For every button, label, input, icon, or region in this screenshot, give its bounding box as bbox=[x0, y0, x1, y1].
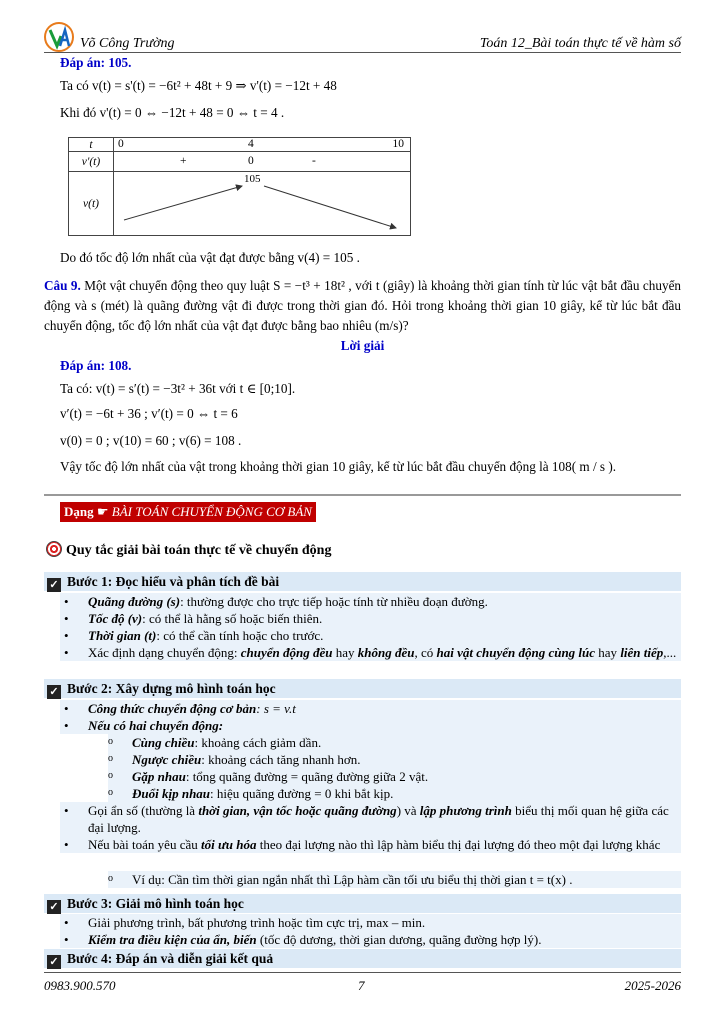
step1-bullet2: • Tốc độ (v): có thể là hằng số hoặc biến thiên. bbox=[60, 610, 681, 627]
step1-b2-term: Tốc độ (v) bbox=[88, 611, 143, 626]
logo-icon bbox=[44, 22, 74, 52]
step2-b1-term: Công thức chuyển động cơ bản bbox=[88, 701, 257, 716]
step1-b1-text: : thường được cho trực tiếp hoặc tính từ nhiều đoạn đường. bbox=[180, 594, 488, 609]
step2-header bbox=[44, 679, 681, 698]
step1-b4-t3: hai vật chuyển động cùng lúc bbox=[436, 645, 596, 660]
section-divider bbox=[44, 494, 681, 496]
step2-b3-c: biểu thị mối quan hệ giữa các đại lượng. bbox=[88, 803, 669, 835]
step1-b4-t4: liên tiếp bbox=[620, 645, 664, 660]
step2-s1-text: : khoảng cách giảm dần. bbox=[194, 735, 322, 750]
step2-b4-t1: tối ưu hóa bbox=[200, 837, 257, 852]
step1-b4-t1: chuyển động đều bbox=[240, 645, 333, 660]
step3-bullet2: • Kiểm tra điều kiện của ẩn, biến (tốc độ dương, thời gian dương, quãng đường hợp lý). bbox=[60, 931, 681, 948]
table-peak: 105 bbox=[244, 173, 261, 185]
step1-b4-e: ,... bbox=[663, 645, 677, 660]
header-divider bbox=[44, 52, 681, 53]
step3-b1-text: Giải phương trình, bất phương trình hoặc tìm cực trị, max – min. bbox=[88, 915, 426, 930]
step2-bullet2: • Nếu có hai chuyển động: bbox=[60, 717, 681, 734]
step3-b2-text: (tốc độ dương, thời gian dương, quãng đường hợp lý). bbox=[256, 932, 542, 947]
step1-bullet1: • Quãng đường (s): thường được cho trực tiếp hoặc tính từ nhiều đoạn đường. bbox=[60, 593, 681, 610]
decrease-arrow bbox=[264, 186, 396, 228]
step4-title: Bước 4: Đáp án và diễn giải kết quả bbox=[67, 951, 274, 966]
increase-arrow bbox=[124, 186, 242, 220]
step2-s4-term: Đuổi kịp nhau bbox=[132, 786, 211, 801]
step4-header bbox=[44, 949, 681, 968]
section-prefix: Dạng bbox=[64, 504, 94, 519]
step1-title: Bước 1: Đọc hiểu và phân tích đề bài bbox=[67, 574, 280, 589]
step2-bullet4: • Nếu bài toán yêu cầu tối ưu hóa theo đại lượng nào thì lập hàm biểu thị đại lượng đó theo một đại lượng khác bbox=[60, 836, 681, 853]
target-icon bbox=[46, 541, 62, 557]
q9-answer-label: Đáp án: 108. bbox=[60, 358, 132, 373]
step1-b4-d: hay bbox=[595, 645, 621, 660]
rules-title bbox=[46, 541, 331, 559]
step2-title: Bước 2: Xây dựng mô hình toán học bbox=[67, 681, 276, 696]
step2-b3-a: Gọi ẩn số (thường là bbox=[88, 803, 199, 818]
table-minus: - bbox=[312, 155, 316, 167]
q9-question bbox=[44, 276, 681, 336]
step1-b4-t2: không đều bbox=[357, 645, 415, 660]
checkbox-icon: ✓ bbox=[47, 578, 61, 592]
q8-answer-label: Đáp án: 105. bbox=[60, 55, 132, 70]
footer-divider bbox=[44, 972, 681, 973]
q9-conclusion: Vậy tốc độ lớn nhất của vật trong khoảng thời gian 10 giây, kể từ lúc bắt đầu chuyển động là 108( m / s ). bbox=[60, 459, 617, 474]
table-zero: 0 bbox=[248, 155, 254, 167]
step2-b3-t1: thời gian, vận tốc hoặc quãng đường bbox=[198, 803, 397, 818]
step1-bullet4: • Xác định dạng chuyển động: chuyển động đều hay không đều, có hai vật chuyển động cùng lúc hay liên tiếp,... bbox=[60, 644, 681, 661]
header-author: Võ Công Trường bbox=[80, 36, 175, 51]
q9-line3: v(0) = 0 ; v(10) = 60 ; v(6) = 108 . bbox=[60, 433, 242, 448]
step2-s2-text: : khoảng cách tăng nhanh hơn. bbox=[201, 752, 361, 767]
q9-line2: v′(t) = −6t + 36 ; v′(t) = 0 ⇔ t = 6 bbox=[60, 406, 238, 421]
q8-line1: Ta có v(t) = s'(t) = −6t² + 48t + 9 ⇒ v'(t) = −12t + 48 bbox=[60, 78, 337, 93]
step1-b3-text: : có thể cần tính hoặc cho trước. bbox=[156, 628, 324, 643]
q9-solution-title: Lời giải bbox=[340, 338, 385, 353]
step2-s5-text: Ví dụ: Cần tìm thời gian ngắn nhất thì Lập hàm cần tối ưu biểu thị thời gian t = t(x) . bbox=[132, 872, 573, 887]
footer-year: 2025-2026 bbox=[624, 978, 681, 993]
step2-sub2: o Ngược chiều: khoảng cách tăng nhanh hơn. bbox=[108, 751, 681, 768]
step2-s1-term: Cùng chiều bbox=[132, 735, 195, 750]
step1-header bbox=[44, 572, 681, 591]
step1-b4-c: , có bbox=[414, 645, 437, 660]
step2-sub5: o Ví dụ: Cần tìm thời gian ngắn nhất thì Lập hàm cần tối ưu biểu thị thời gian t = t(x) . bbox=[108, 871, 681, 888]
step2-bullet3: • Gọi ẩn số (thường là thời gian, vận tốc hoặc quãng đường) và lập phương trình biểu thị mối quan hệ giữa các đại lượng. bbox=[60, 802, 681, 836]
rules-title-text: Quy tắc giải bài toán thực tế về chuyển động bbox=[66, 543, 332, 558]
table-dv-label: v'(t) bbox=[69, 152, 114, 172]
step3-b2-term: Kiểm tra điều kiện của ẩn, biến bbox=[88, 932, 257, 947]
step2-b4-b: theo đại lượng nào thì lập hàm biểu thị đại lượng đó theo một đại lượng khác bbox=[256, 837, 661, 852]
q9-line1: Ta có: v(t) = s′(t) = −3t² + 36t với t ∈ [0;10]. bbox=[60, 381, 296, 396]
q8-conclusion: Do đó tốc độ lớn nhất của vật đạt được bằng v(4) = 105 . bbox=[60, 250, 360, 265]
step2-s4-text: : hiệu quãng đường = 0 khi bắt kịp. bbox=[210, 786, 394, 801]
footer-page-number: 7 bbox=[358, 978, 365, 993]
hand-pointer-icon: ☛ bbox=[96, 504, 109, 519]
step2-s2-term: Ngược chiều bbox=[132, 752, 202, 767]
step2-sub4: o Đuổi kịp nhau: hiệu quãng đường = 0 khi bắt kịp. bbox=[108, 785, 681, 802]
step1-b4-b: hay bbox=[332, 645, 358, 660]
q9-label: Câu 9. bbox=[44, 278, 81, 293]
checkbox-icon: ✓ bbox=[47, 685, 61, 699]
step1-b3-term: Thời gian (t) bbox=[88, 628, 157, 643]
variation-table bbox=[68, 137, 411, 236]
step2-b2-term: Nếu có hai chuyển động: bbox=[88, 718, 224, 733]
table-plus: + bbox=[180, 155, 187, 167]
step1-bullet3: • Thời gian (t): có thể cần tính hoặc cho trước. bbox=[60, 627, 681, 644]
section-heading bbox=[60, 502, 316, 522]
step2-b3-t2: lập phương trình bbox=[419, 803, 512, 818]
step3-header bbox=[44, 894, 681, 913]
checkbox-icon: ✓ bbox=[47, 900, 61, 914]
step2-sub1: o Cùng chiều: khoảng cách giảm dần. bbox=[108, 734, 681, 751]
step1-b2-text: : có thể là hằng số hoặc biến thiên. bbox=[142, 611, 323, 626]
table-t4: 4 bbox=[248, 138, 254, 150]
step2-s3-text: : tổng quãng đường = quãng đường giữa 2 vật. bbox=[185, 769, 429, 784]
q8-line2: Khi đó v'(t) = 0 ⇔ −12t + 48 = 0 ⇔ t = 4 . bbox=[60, 105, 285, 120]
step2-b1-text: : s = v.t bbox=[256, 701, 296, 716]
step2-b4-a: Nếu bài toán yêu cầu bbox=[88, 837, 201, 852]
step3-bullet1: • Giải phương trình, bất phương trình hoặc tìm cực trị, max – min. bbox=[60, 914, 681, 931]
table-v-label: v(t) bbox=[69, 172, 114, 236]
step1-b4-a: Xác định dạng chuyển động: bbox=[88, 645, 241, 660]
step1-b1-term: Quãng đường (s) bbox=[88, 594, 181, 609]
step2-b3-b: ) và bbox=[396, 803, 420, 818]
table-t-label: t bbox=[69, 138, 114, 152]
step3-title: Bước 3: Giải mô hình toán học bbox=[67, 896, 244, 911]
q9-text: Một vật chuyển động theo quy luật S = −t³ + 18t² , với t (giây) là khoảng thời gian tính từ lúc vật bắt đầu chuyển động và s (mét) là quãng đường vật đi được trong thời gian đó. Hỏi trong khoảng thời gian 10 giây, kể từ lúc bắt đầu chuyển động, tốc độ lớn nhất của vật đạt được bằng bao nhiêu (m/s)? bbox=[44, 278, 682, 333]
step2-bullet1: • Công thức chuyển động cơ bản: s = v.t bbox=[60, 700, 681, 717]
footer-phone: 0983.900.570 bbox=[44, 978, 116, 993]
checkbox-icon: ✓ bbox=[47, 955, 61, 969]
header-book-title: Toán 12_Bài toán thực tế về hàm số bbox=[479, 36, 681, 51]
section-title: BÀI TOÁN CHUYỂN ĐỘNG CƠ BẢN bbox=[111, 504, 312, 519]
table-t10: 10 bbox=[392, 138, 404, 150]
variation-arrows bbox=[114, 172, 414, 236]
table-t0: 0 bbox=[118, 138, 124, 150]
step2-sub3: o Gặp nhau: tổng quãng đường = quãng đường giữa 2 vật. bbox=[108, 768, 681, 785]
step2-s3-term: Gặp nhau bbox=[132, 769, 186, 784]
